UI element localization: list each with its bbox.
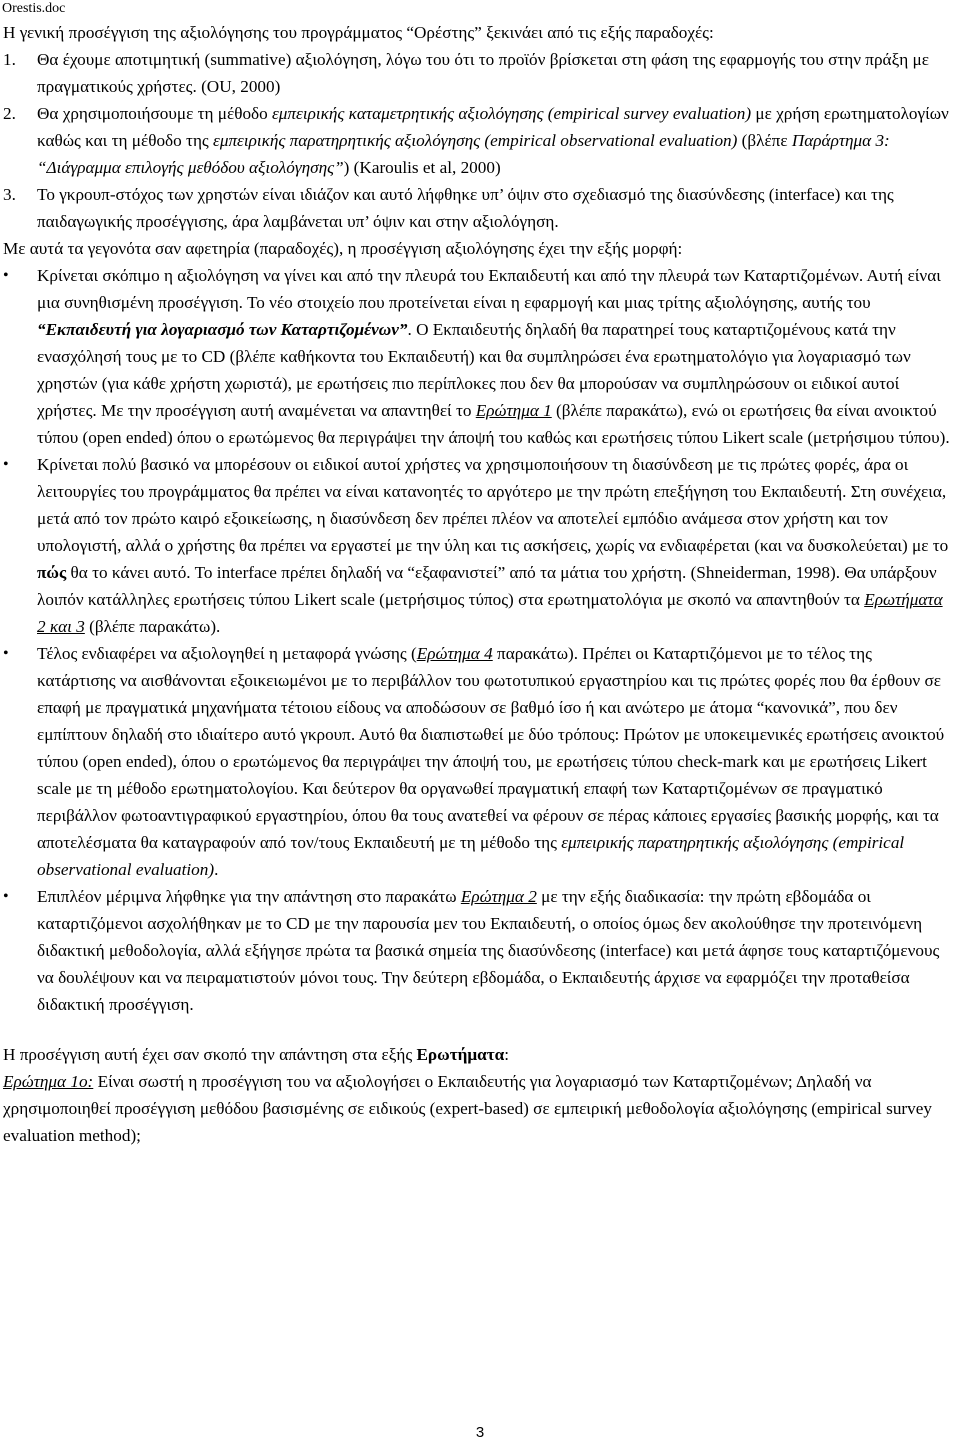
lead-paragraph: Με αυτά τα γεγονότα σαν αφετηρία (παραδοχές), η προσέγγιση αξιολόγησης έχει την εξής μορφή: xyxy=(3,239,683,258)
item-number: 3. xyxy=(3,185,16,204)
approach-bullet-list xyxy=(3,262,951,1018)
text-run: Επιπλέον μέριμνα λήφθηκε για την απάντηση στο παρακάτω xyxy=(37,887,461,906)
text-run: εμπειρικής παρατηρητικής αξιολόγησης (empirical observational evaluation) xyxy=(213,131,738,150)
text-run: πώς xyxy=(37,563,67,582)
bullet-text xyxy=(37,887,939,1014)
numbered-item xyxy=(3,46,951,100)
bullet-marker: • xyxy=(3,267,9,284)
bullet-item xyxy=(3,883,951,1018)
bullet-marker: • xyxy=(3,645,9,662)
text-run: Τέλος ενδιαφέρει να αξιολογηθεί η μεταφορά γνώσης ( xyxy=(37,644,417,663)
intro-paragraph: Η γενική προσέγγιση της αξιολόγησης του προγράμματος “Ορέστης” ξεκινάει από τις εξής παραδοχές: xyxy=(3,23,714,42)
text-run: Το γκρουπ-στόχος των χρηστών είναι ιδιάζον και αυτό λήφθηκε υπ’ όψιν στο σχεδιασμό της διασύνδεσης (interface) και της παιδαγωγικής προσέγγισης, άρα λαμβάνεται υπ’ όψιν και στην αξιολόγηση. xyxy=(37,185,894,231)
text-run: ) (Karoulis et al, 2000) xyxy=(343,158,501,177)
item-text xyxy=(37,104,949,177)
text-run: (βλέπε παρακάτω). xyxy=(84,617,221,636)
bullet-marker: • xyxy=(3,456,9,473)
text-run: (βλέπε παρακάτω), ενώ οι ερωτήσεις θα είναι ανοικτού τύπου (open ended) όπου ο ερωτώμενος θα περιγράψει την άποψή του καθώς και ερωτήσεις τύπου Likert scale (μετρήσιμου τύπου). xyxy=(37,401,950,447)
item-text xyxy=(37,185,894,231)
bullet-text xyxy=(37,266,950,447)
text-run: παρακάτω). Πρέπει οι Καταρτιζόμενοι με το τέλος της κατάρτισης να αισθάνονται εξοικειωμένοι με το περιβάλλον του φωτοτυπικού εργαστηρίου και τις πρώτες φορές που θα έρθουν σε επαφή με πραγματικά μηχανήματα τέτοιου είδους να αποδώσουν σε βαθμό ίσο ή και ανώτερο με άτομα “κανονικά”, που δεν εμπίπτουν δηλαδή στο ιδιαίτερο αυτό γκρουπ. Αυτό θα διαπιστωθεί με δύο τρόπους: Πρώτον με υποκειμενικές ερωτήσεις ανοικτού τύπου (open ended), όπου ο ερωτώμενος θα περιγράψει την άποψή του, με ερωτήσεις τύπου check-mark και με ερωτήσεις Likert scale με τη μέθοδο ερωτηματολογίου. Και δεύτερον θα οργανωθεί πραγματική επαφή των Καταρτιζομένων σε πραγματικό περιβάλλον φωτοαντιγραφικού εργαστηρίου, όπου θα τους ανατεθεί να φέρουν σε πέρας κάποιες εργασίες βασικής μορφής, και τα αποτελέσματα θα καταγραφούν από τον/τους Εκπαιδευτή με τη μέθοδο της xyxy=(37,644,945,852)
text-run: Ερωτήματα xyxy=(416,1045,505,1064)
closing-paragraph xyxy=(3,1041,951,1068)
bullet-item xyxy=(3,640,951,883)
numbered-item xyxy=(3,100,951,181)
text-run: Ερώτημα 2 xyxy=(460,887,537,906)
paragraph-spacer xyxy=(3,1018,951,1041)
text-run: . xyxy=(214,860,219,879)
document-filename-header: Orestis.doc xyxy=(2,1,66,16)
text-run: εμπειρικής καταμετρητικής αξιολόγησης (empirical survey evaluation) xyxy=(272,104,752,123)
bullet-item xyxy=(3,451,951,640)
text-run: Ερωτήματα 2 και 3 xyxy=(37,590,943,636)
text-run: Θα έχουμε αποτιμητική (summative) αξιολόγηση, λόγω του ότι το προϊόν βρίσκεται στη φάση της εφαρμογής του στην πράξη με πραγματικούς χρήστες. (OU, 2000) xyxy=(37,50,929,96)
page-number: 3 xyxy=(475,1424,485,1441)
item-number: 2. xyxy=(3,104,16,123)
text-run: με την εξής διαδικασία: την πρώτη εβδομάδα οι καταρτιζόμενοι ασχολήθηκαν με το CD με την παρουσία μεν του Εκπαιδευτή, ο οποίος όμως δεν ακολούθησε την προτεινόμενη διδακτική μεθοδολογία, αλλά εξήγησε πρώτα τα βασικά σημεία της διασύνδεσης (interface) και μετά άφησε τους καταρτιζόμενους να δουλέψουν και να πειραματιστούν μόνοι τους. Την δεύτερη εβδομάδα, ο Εκπαιδευτής άρχισε να εφαρμόζει την προταθείσα διδακτική προσέγγιση. xyxy=(37,887,940,1014)
document-body xyxy=(3,19,951,1149)
bullet-item xyxy=(3,262,951,451)
numbered-item xyxy=(3,181,951,235)
text-run: Ερώτημα 1ο: xyxy=(3,1072,94,1091)
text-run: “Εκπαιδευτή για λογαριασμό των Καταρτιζομένων” xyxy=(37,320,408,339)
assumptions-list xyxy=(3,46,951,235)
text-run: . Ο Εκπαιδευτής δηλαδή θα παρατηρεί τους καταρτιζομένους κατά την ενασχόλησή τους με το CD (βλέπε καθήκοντα του Εκπαιδευτή) και θα συμπληρώσει ένα ερωτηματολόγιο για λογαριασμό των χρηστών (για κάθε χρήστη χωριστά), με ερωτήσεις πιο περίπλοκες που δεν θα μπορούσαν να συμπληρώσουν οι ειδικοί αυτοί χρήστες. Με την προσέγγιση αυτή αναμένεται να απαντηθεί το xyxy=(37,320,911,420)
text-run: (βλέπε xyxy=(737,131,792,150)
item-text xyxy=(37,50,929,96)
bullet-text xyxy=(37,644,944,879)
question-1-paragraph xyxy=(3,1068,951,1149)
text-run: Κρίνεται σκόπιμο η αξιολόγηση να γίνει και από την πλευρά του Εκπαιδευτή και από την πλευρά των Καταρτιζομένων. Αυτή είναι μια συνηθισμένη προσέγγιση. Το νέο στοιχείο που προτείνεται είναι η εφαρμογή και μιας τρίτης αξιολόγησης, αυτής του xyxy=(37,266,941,312)
text-run: Θα χρησιμοποιήσουμε τη μέθοδο xyxy=(37,104,273,123)
text-run: Παράρτημα 3: “Διάγραμμα επιλογής μεθόδου αξιολόγησης” xyxy=(37,131,890,177)
text-run: με χρήση ερωτηματολογίων καθώς και τη μέθοδο της xyxy=(37,104,949,150)
text-run: εμπειρικής παρατηρητικής αξιολόγησης (empirical observational evaluation) xyxy=(37,833,905,879)
text-run: Ερώτημα 1 xyxy=(475,401,552,420)
text-run: θα το κάνει αυτό. Το interface πρέπει δηλαδή να “εξαφανιστεί” από τα μάτια του χρήστη. (Shneiderman, 1998). Θα υπάρξουν λοιπόν κατάλληλες ερωτήσεις τύπου Likert scale (μετρήσιμος τύπος) στα ερωτηματολόγια με σκοπό να απαντηθούν τα xyxy=(37,563,937,609)
text-run: : xyxy=(504,1045,510,1064)
item-number: 1. xyxy=(3,50,16,69)
text-run: Κρίνεται πολύ βασικό να μπορέσουν οι ειδικοί αυτοί χρήστες να χρησιμοποιήσουν τη διασύνδεση με τις πρώτες φορές, άρα οι λειτουργίες του προγράμματος θα πρέπει να είναι κατανοητές το αργότερο με την πρώτη επεξήγηση του Εκπαιδευτή. Στη συνέχεια, μετά από τον πρώτο καιρό εξοικείωσης, η διασύνδεση δεν πρέπει πλέον να αποτελεί εμπόδιο ανάμεσα στον χρήστη και τον υπολογιστή, αλλά ο χρήστης θα πρέπει να εργαστεί με την ύλη και τις ασκήσεις, χωρίς να ενδιαφέρεται (και να δυσκολεύεται) με το xyxy=(37,455,949,555)
text-run: Είναι σωστή η προσέγγιση του να αξιολογήσει ο Εκπαιδευτής για λογαριασμό των Καταρτιζομένων; Δηλαδή να χρησιμοποιηθεί προσέγγιση μεθόδου βασισμένης σε ειδικούς (expert-based) σε εμπειρική μεθοδολογία αξιολόγησης (empirical survey evaluation method); xyxy=(3,1072,932,1145)
text-run: Ερώτημα 4 xyxy=(416,644,493,663)
text-run: Η προσέγγιση αυτή έχει σαν σκοπό την απάντηση στα εξής xyxy=(3,1045,417,1064)
bullet-text xyxy=(37,455,948,636)
bullet-marker: • xyxy=(3,888,9,905)
